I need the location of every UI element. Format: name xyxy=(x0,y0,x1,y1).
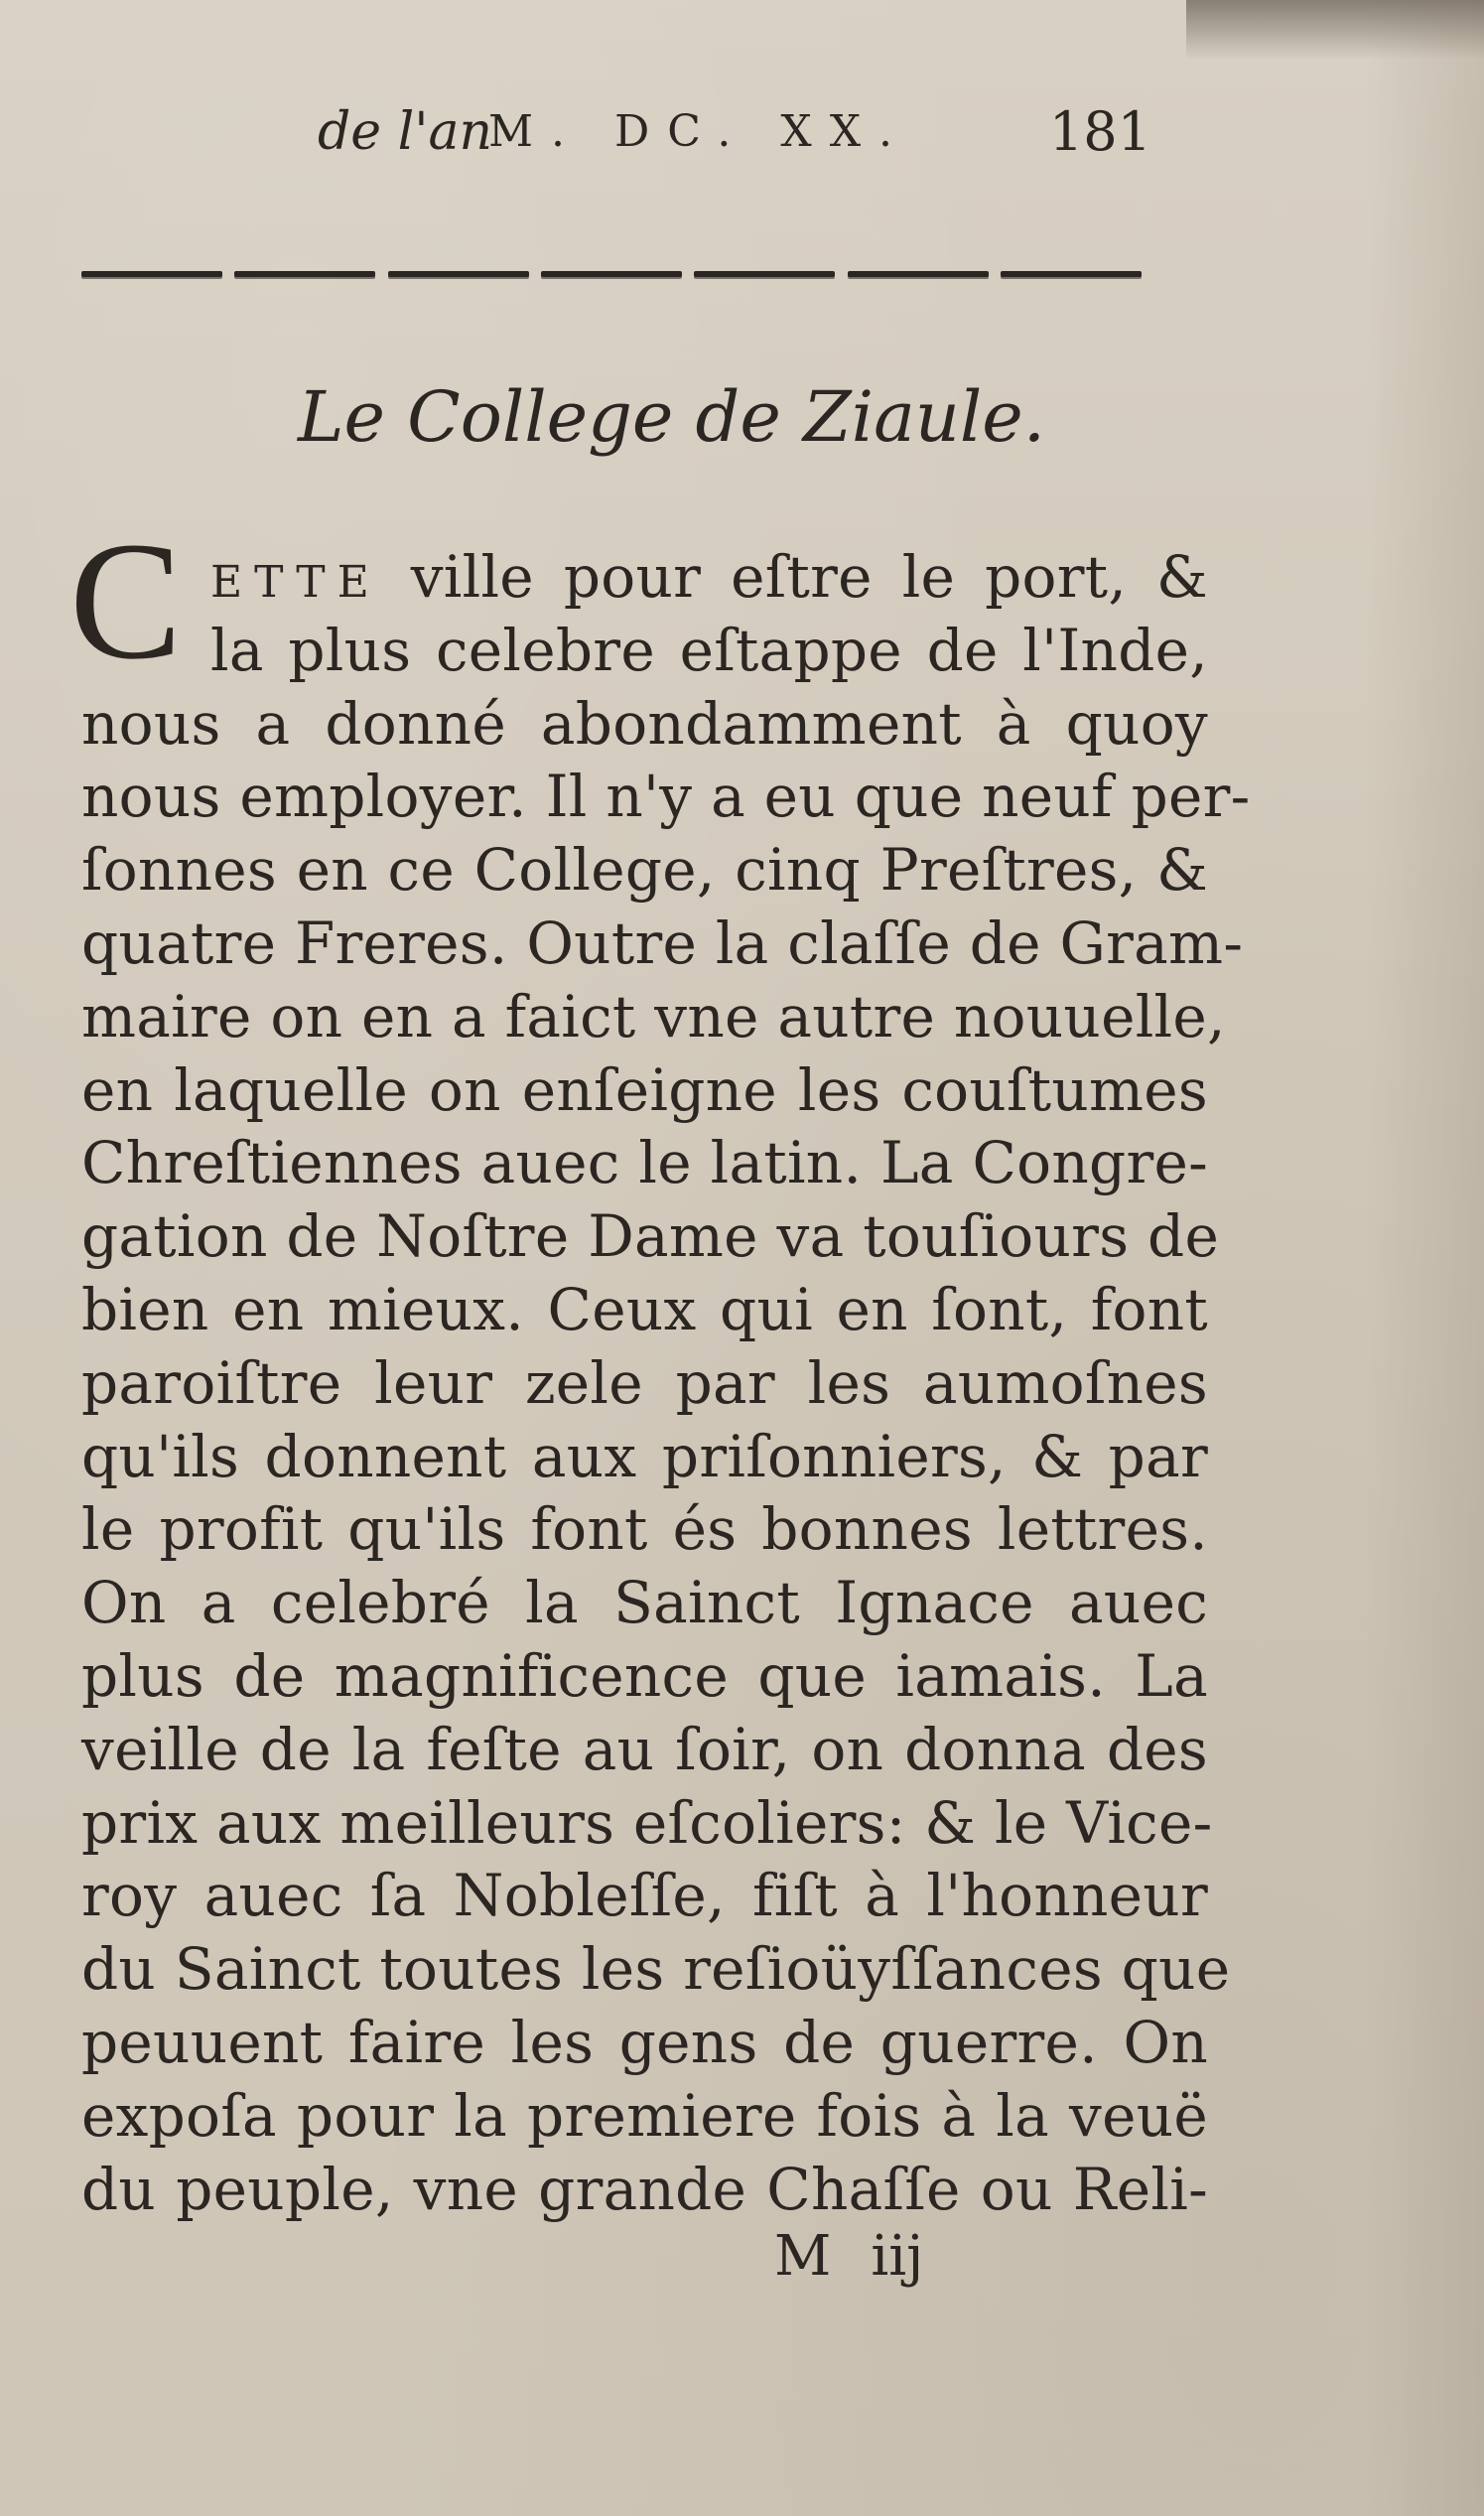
text-line: nous employer. Il n'y a eu que neuf per- xyxy=(81,763,1251,831)
body-text xyxy=(81,541,1251,2226)
first-word-rest: ETTE xyxy=(210,557,381,608)
text-line: Chreſtiennes auec le latin. La Congre- xyxy=(81,1129,1208,1197)
page-number: 181 xyxy=(1048,100,1151,163)
running-header xyxy=(318,97,1151,167)
ornamental-rule xyxy=(81,268,1142,280)
signature-mark xyxy=(774,2222,1012,2292)
signature-letter: M xyxy=(774,2224,832,2289)
text-line: le profit qu'ils font és bonnes lettres. xyxy=(81,1495,1208,1564)
text-line: du Sainct toutes les reſioüyſſances que xyxy=(81,1935,1231,2004)
text-line: quatre Freres. Outre la claſſe de Gram- xyxy=(81,909,1244,977)
rule-segment xyxy=(541,271,682,277)
text-line: prix aux meilleurs eſcoliers: & le Vice- xyxy=(81,1788,1213,1857)
running-date: M. DC. XX. xyxy=(488,106,911,157)
signature-number: iij xyxy=(871,2224,924,2289)
text-line: veille de la feſte au ſoir, on donna des xyxy=(81,1715,1208,1783)
text-line: ETTE ville pour eſtre le port, & xyxy=(210,543,1208,611)
rule-segment xyxy=(81,271,222,277)
text-line: plus de magnificence que iamais. La xyxy=(81,1641,1208,1710)
text-line: bien en mieux. Ceux qui en ſont, font xyxy=(81,1275,1208,1343)
rule-segment xyxy=(1001,271,1142,277)
text-line: du peuple, vne grande Chaſſe ou Reli- xyxy=(81,2155,1208,2223)
page-edge-shading xyxy=(1365,0,1484,2516)
rule-segment xyxy=(848,271,989,277)
section-title: Le College de Ziaule. xyxy=(298,376,1045,458)
running-title: de l'an xyxy=(318,102,493,162)
text-line: nous a donné abondamment à quoy xyxy=(81,689,1208,758)
text-line: qu'ils donnent aux priſonniers, & par xyxy=(81,1422,1208,1490)
rule-segment xyxy=(234,271,375,277)
text-line: expoſa pour la premiere fois à la veuë xyxy=(81,2081,1208,2150)
text-line: paroiſtre leur zele par les aumoſnes xyxy=(81,1348,1208,1417)
text-line: maire on en a faict vne autre nouuelle, xyxy=(81,982,1226,1050)
text-line: On a celebré la Sainct Ignace auec xyxy=(81,1569,1208,1637)
rule-segment xyxy=(388,271,529,277)
text-line: ſonnes en ce College, cinq Preſtres, & xyxy=(81,836,1208,905)
text-line: en laquelle on enſeigne les couſtumes xyxy=(81,1055,1208,1124)
rule-segment xyxy=(694,271,835,277)
text-line: peuuent faire les gens de guerre. On xyxy=(81,2008,1208,2076)
text-line: gation de Noſtre Dame va touſiours de xyxy=(81,1202,1220,1271)
text-line: la plus celebre eſtappe de l'Inde, xyxy=(210,616,1208,684)
drop-cap: C xyxy=(69,507,183,694)
text-line: roy auec ſa Nobleſſe, fiſt à l'honneur xyxy=(81,1862,1208,1930)
